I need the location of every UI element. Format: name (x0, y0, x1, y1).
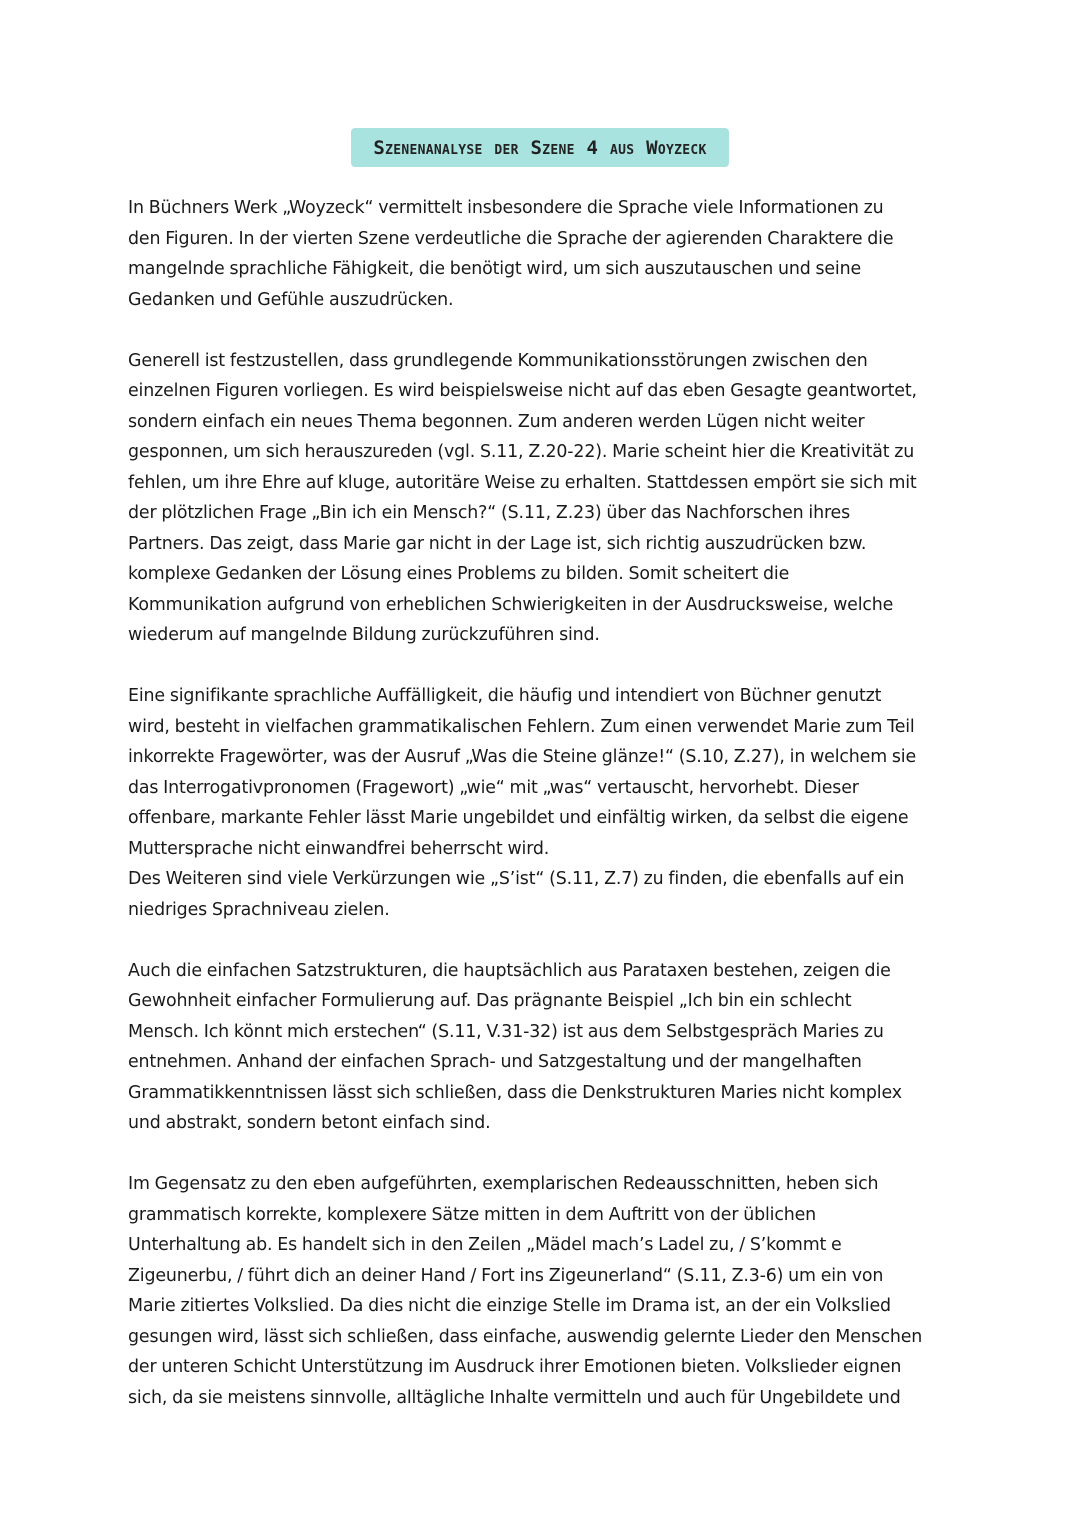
text-line: Im Gegensatz zu den eben aufgeführten, exemplarischen Redeausschnitten, heben sich (128, 1174, 879, 1194)
text-line: Auch die einfachen Satzstrukturen, die hauptsächlich aus Parataxen bestehen, zeigen die (128, 960, 891, 981)
paragraph-5 (128, 1169, 950, 1413)
text-line: wiederum auf mangelnde Bildung zurückzuführen sind. (128, 625, 600, 645)
text-line: Marie zitiertes Volkslied. Da dies nicht die einzige Stelle im Drama ist, an der ein Volkslied (128, 1296, 891, 1316)
paragraph-1 (128, 193, 950, 315)
text-line: offenbare, markante Fehler lässt Marie ungebildet und einfältig wirken, da selbst die eigene (128, 808, 909, 828)
text-line: Muttersprache nicht einwandfrei beherrscht wird. (128, 838, 550, 859)
text-line: Generell ist festzustellen, dass grundlegende Kommunikationsstörungen zwischen den (128, 350, 868, 371)
text-line: sich, da sie meistens sinnvolle, alltägliche Inhalte vermitteln und auch für Ungebildete und (128, 1387, 901, 1408)
text-line: sondern einfach ein neues Thema begonnen. Zum anderen werden Lügen nicht weiter (128, 411, 865, 432)
text-line: einzelnen Figuren vorliegen. Es wird beispielsweise nicht auf das eben Gesagte geantwortet, (128, 381, 917, 401)
text-line: Kommunikation aufgrund von erheblichen Schwierigkeiten in der Ausdrucksweise, welche (128, 594, 894, 615)
text-line: Gewohnheit einfacher Formulierung auf. Das prägnante Beispiel „Ich bin ein schlecht (128, 991, 852, 1011)
text-line: inkorrekte Fragewörter, was der Ausruf „Was die Steine glänze!“ (S.10, Z.27), in welchem sie (128, 747, 917, 767)
text-line: In Büchners Werk „Woyzeck“ vermittelt insbesondere die Sprache viele Informationen zu (128, 198, 884, 218)
text-line: Des Weiteren sind viele Verkürzungen wie „S’ist“ (S.11, Z.7) zu finden, die ebenfalls auf ein (128, 869, 905, 889)
document-title: Szenenanalyse der Szene 4 aus Woyzeck (351, 128, 728, 167)
text-line: Gedanken und Gefühle auszudrücken. (128, 289, 454, 310)
text-line: und abstrakt, sondern betont einfach sind. (128, 1113, 491, 1133)
text-line: Partners. Das zeigt, dass Marie gar nicht in der Lage ist, sich richtig auszudrücken bzw. (128, 533, 867, 554)
text-line: entnehmen. Anhand der einfachen Sprach- und Satzgestaltung und der mangelhaften (128, 1052, 862, 1072)
text-line: niedriges Sprachniveau zielen. (128, 899, 390, 920)
paragraph-2 (128, 346, 950, 651)
text-line: gesponnen, um sich herauszureden (vgl. S.11, Z.20-22). Marie scheint hier die Kreativität zu (128, 442, 915, 462)
paragraph-4 (128, 956, 950, 1139)
text-line: fehlen, um ihre Ehre auf kluge, autoritäre Weise zu erhalten. Stattdessen empört sie sich mit (128, 472, 917, 493)
text-line: Mensch. Ich könnt mich erstechen“ (S.11, V.31-32) ist aus dem Selbstgespräch Maries zu (128, 1021, 884, 1042)
text-line: mangelnde sprachliche Fähigkeit, die benötigt wird, um sich auszutauschen und seine (128, 259, 862, 279)
text-line: wird, besteht in vielfachen grammatikalischen Fehlern. Zum einen verwendet Marie zum Teil (128, 716, 915, 737)
text-line: Unterhaltung ab. Es handelt sich in den Zeilen „Mädel mach’s Ladel zu, / S’kommt e (128, 1235, 842, 1255)
text-line: gesungen wird, lässt sich schließen, dass einfache, auswendig gelernte Lieder den Menschen (128, 1326, 923, 1347)
text-line: grammatisch korrekte, komplexere Sätze mitten in dem Auftritt von der üblichen (128, 1204, 817, 1225)
text-line: der plötzlichen Frage „Bin ich ein Mensch?“ (S.11, Z.23) über das Nachforschen ihres (128, 503, 851, 523)
text-line: Grammatikkenntnissen lässt sich schließen, dass die Denkstrukturen Maries nicht komplex (128, 1082, 902, 1103)
text-line: den Figuren. In der vierten Szene verdeutliche die Sprache der agierenden Charaktere die (128, 228, 894, 249)
title-container (0, 128, 1080, 167)
text-line: Zigeunerbu, / führt dich an deiner Hand / Fort ins Zigeunerland“ (S.11, Z.3-6) um ein von (128, 1265, 884, 1286)
text-line: der unteren Schicht Unterstützung im Ausdruck ihrer Emotionen bieten. Volkslieder eignen (128, 1357, 902, 1377)
paragraph-3 (128, 681, 950, 925)
text-line: komplexe Gedanken der Lösung eines Problems zu bilden. Somit scheitert die (128, 564, 790, 584)
text-line: Eine signifikante sprachliche Auffälligkeit, die häufig und intendiert von Büchner genutzt (128, 686, 882, 706)
text-line: das Interrogativpronomen (Fragewort) „wie“ mit „was“ vertauscht, hervorhebt. Dieser (128, 777, 859, 798)
document-body (128, 193, 950, 1444)
